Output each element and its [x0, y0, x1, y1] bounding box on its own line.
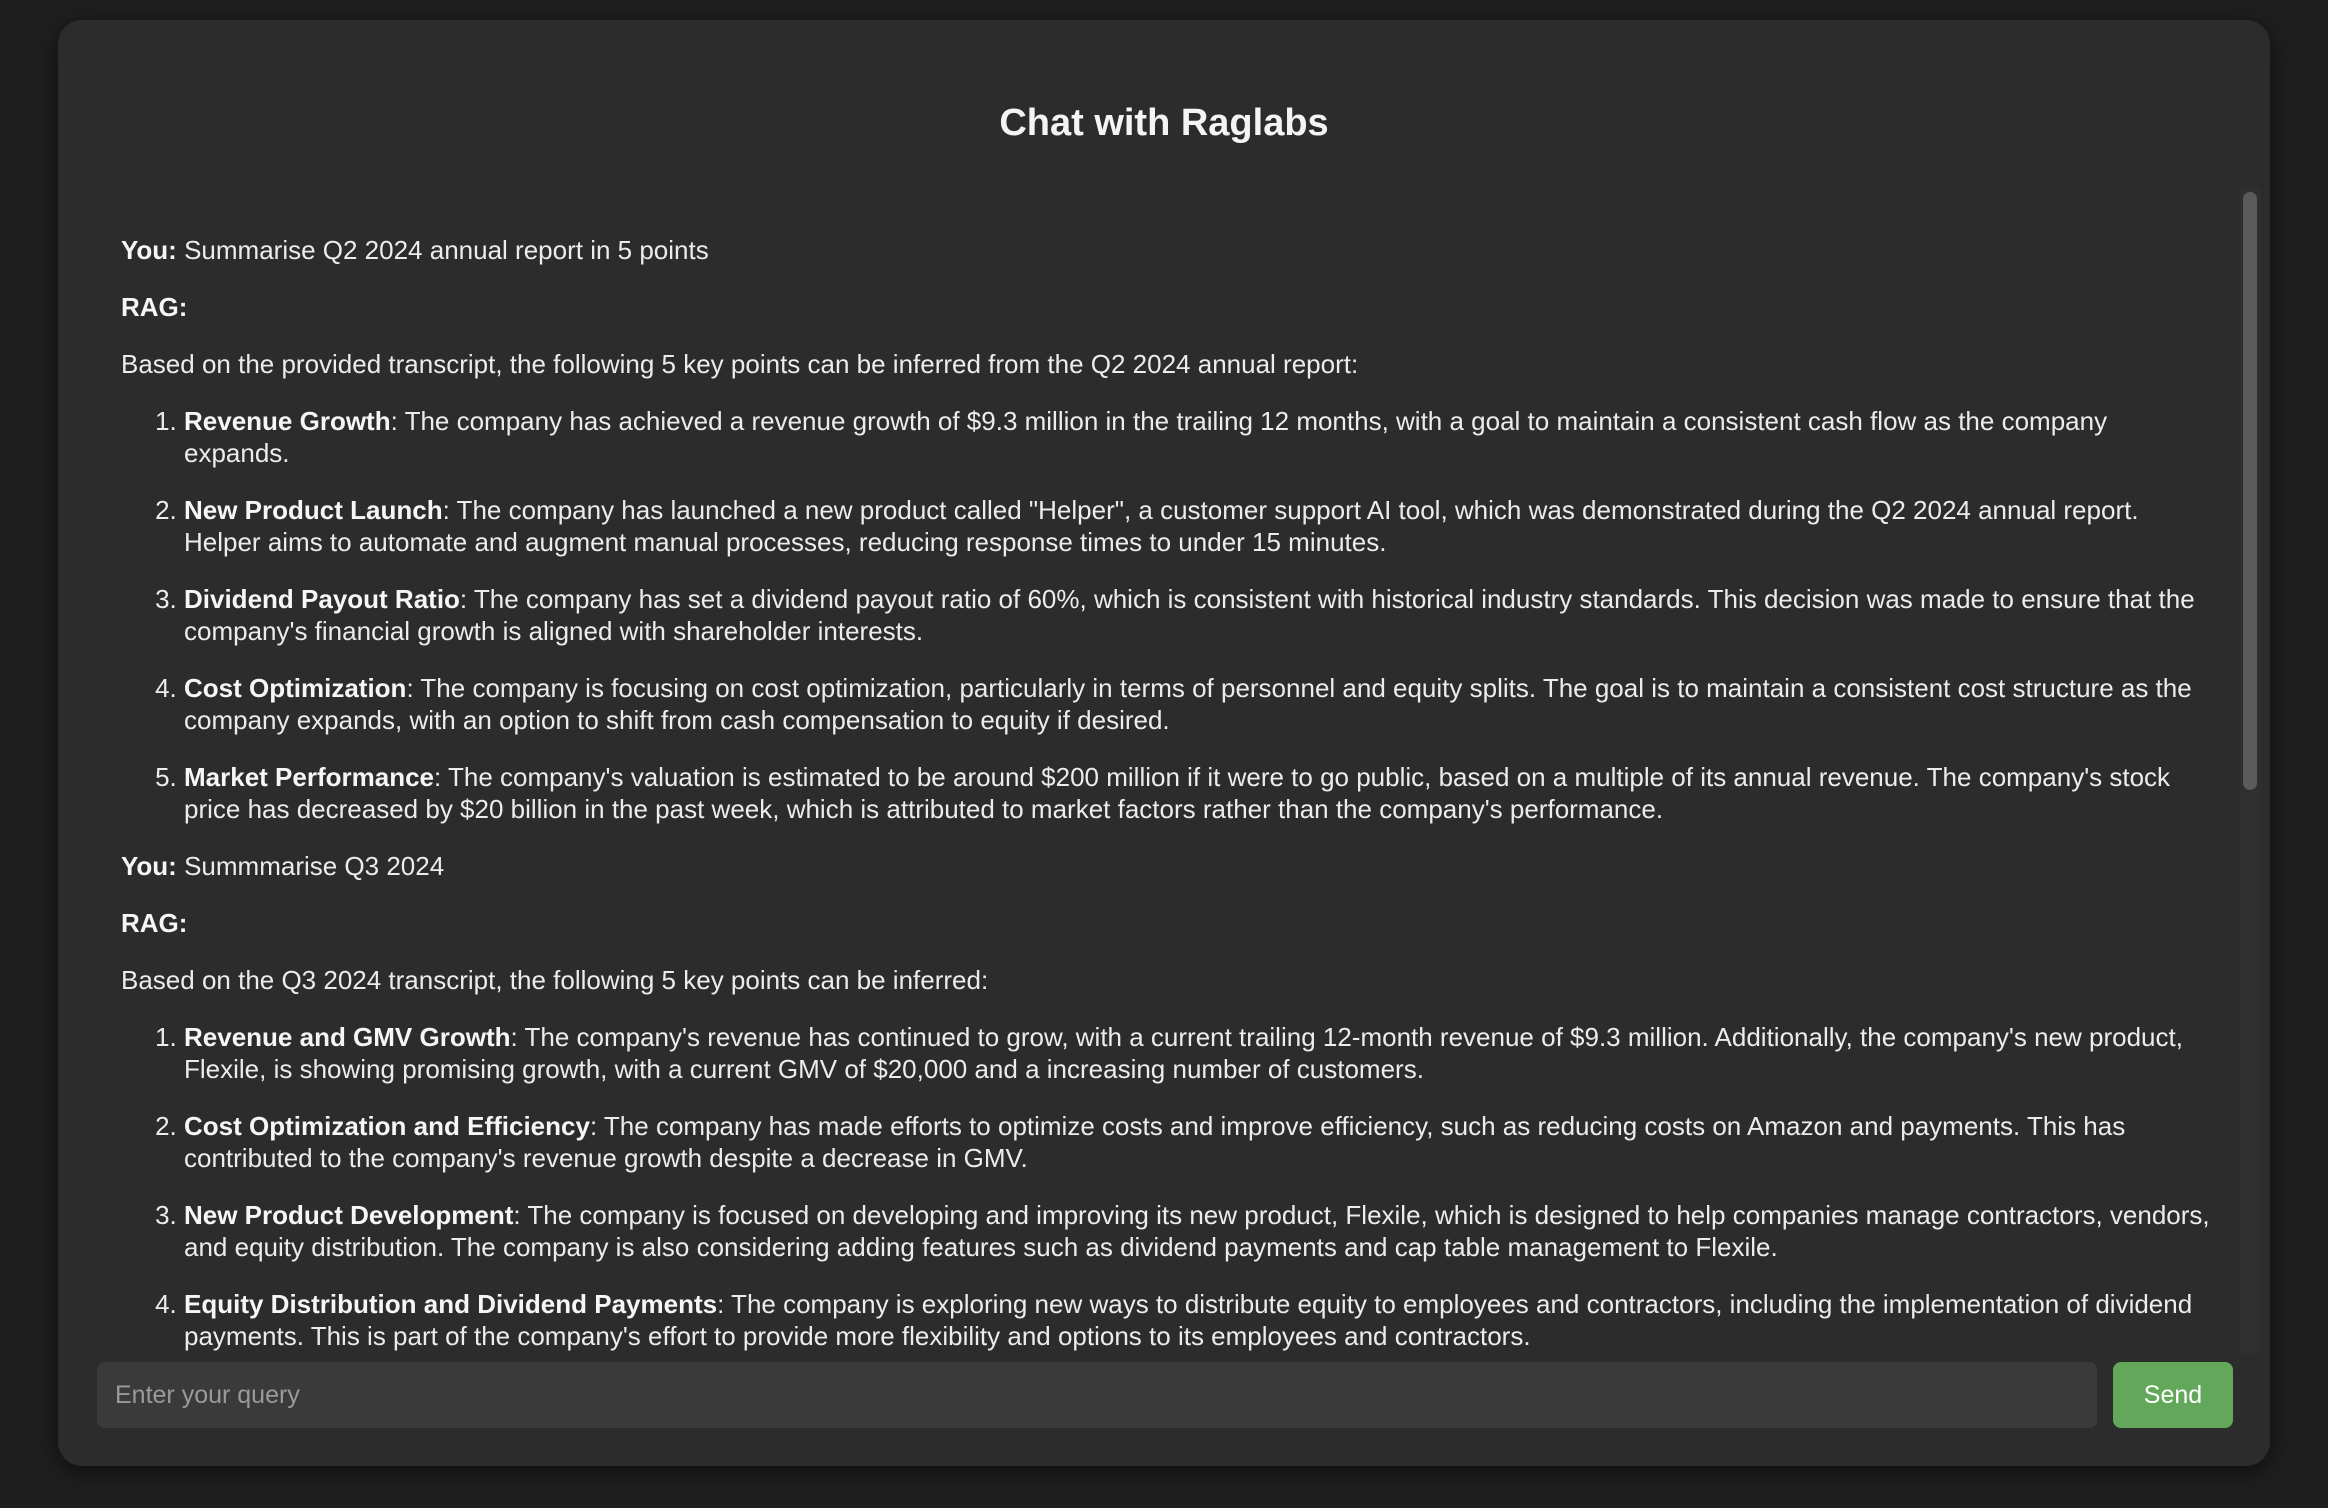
list-item	[184, 405, 2213, 469]
point-title: Revenue and GMV Growth	[184, 1022, 511, 1052]
point-title: Equity Distribution and Dividend Payments	[184, 1289, 718, 1319]
point-title: New Product Development	[184, 1200, 514, 1230]
rag-points-list	[121, 405, 2213, 825]
list-item	[184, 583, 2213, 647]
chat-window	[58, 20, 2270, 1466]
list-item	[184, 1199, 2213, 1263]
rag-points-list	[121, 1021, 2213, 1352]
rag-label: RAG:	[121, 292, 188, 322]
point-text: : The company has made efforts to optimize costs and improve efficiency, such as reducing costs on Amazon and payments. This has contributed to the company's revenue growth despite a decrease in GMV.	[184, 1111, 2126, 1173]
list-item	[184, 1021, 2213, 1085]
scrollbar-track[interactable]	[2239, 188, 2261, 1354]
point-text: : The company has launched a new product called "Helper", a customer support AI tool, which was demonstrated during the Q2 2024 annual report. Helper aims to automate and augment manual processes, reducing response times to under 15 minutes.	[184, 495, 2139, 557]
page-title: Chat with Raglabs	[999, 102, 1329, 144]
rag-label-line	[121, 291, 2213, 323]
chat-messages	[121, 234, 2213, 1354]
user-message-text: Summmarise Q3 2024	[184, 851, 445, 881]
point-title: Cost Optimization	[184, 673, 407, 703]
point-title: Cost Optimization and Efficiency	[184, 1111, 590, 1141]
rag-label: RAG:	[121, 908, 188, 938]
list-item	[184, 1288, 2213, 1352]
chat-history[interactable]	[97, 188, 2261, 1354]
send-button[interactable]: Send	[2113, 1362, 2233, 1428]
point-text: : The company's revenue has continued to grow, with a current trailing 12-month revenue of $9.3 million. Additionally, the company's new product, Flexile, is showing promising growth, with a current GMV of $20,000 and a increasing number of customers.	[184, 1022, 2183, 1084]
point-title: New Product Launch	[184, 495, 443, 525]
point-text: : The company's valuation is estimated to be around $200 million if it were to go public, based on a multiple of its annual revenue. The company's stock price has decreased by $20 billion in the past week, which is attributed to market factors rather than the company's performance.	[184, 762, 2171, 824]
user-message-text: Summarise Q2 2024 annual report in 5 points	[184, 235, 709, 265]
point-title: Market Performance	[184, 762, 434, 792]
user-label: You:	[121, 235, 177, 265]
list-item	[184, 1110, 2213, 1174]
query-bar	[97, 1362, 2233, 1428]
list-item	[184, 672, 2213, 736]
query-input[interactable]	[97, 1362, 2097, 1428]
list-item	[184, 761, 2213, 825]
rag-label-line	[121, 907, 2213, 939]
rag-intro: Based on the provided transcript, the following 5 key points can be inferred from the Q2 2024 annual report:	[121, 349, 1359, 379]
rag-intro: Based on the Q3 2024 transcript, the following 5 key points can be inferred:	[121, 965, 989, 995]
point-title: Revenue Growth	[184, 406, 391, 436]
list-item	[184, 494, 2213, 558]
point-text: : The company is focused on developing and improving its new product, Flexile, which is designed to help companies manage contractors, vendors, and equity distribution. The company is also considering adding features such as dividend payments and cap table management to Flexile.	[184, 1200, 2210, 1262]
user-message	[121, 234, 2213, 266]
point-text: : The company has achieved a revenue growth of $9.3 million in the trailing 12 months, with a goal to maintain a consistent cash flow as the company expands.	[184, 406, 2108, 468]
point-text: : The company has set a dividend payout ratio of 60%, which is consistent with historical industry standards. This decision was made to ensure that the company's financial growth is aligned with shareholder interests.	[184, 584, 2195, 646]
point-text: : The company is exploring new ways to distribute equity to employees and contractors, including the implementation of dividend payments. This is part of the company's effort to provide more flexibility and options to its employees and contractors.	[184, 1289, 2193, 1351]
point-title: Dividend Payout Ratio	[184, 584, 460, 614]
user-message	[121, 850, 2213, 882]
user-label: You:	[121, 851, 177, 881]
scrollbar-thumb[interactable]	[2243, 192, 2257, 790]
point-text: : The company is focusing on cost optimization, particularly in terms of personnel and equity splits. The goal is to maintain a consistent cost structure as the company expands, with an option to shift from cash compensation to equity if desired.	[184, 673, 2192, 735]
